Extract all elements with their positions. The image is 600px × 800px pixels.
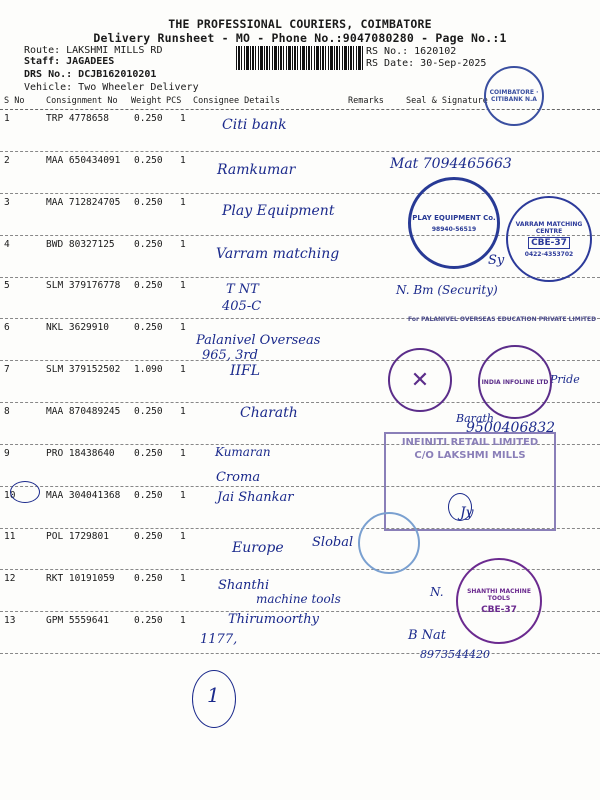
signature-row-5: N. Bm (Security) bbox=[396, 283, 498, 297]
varram-matching-stamp bbox=[506, 196, 592, 282]
row-weight: 0.250 bbox=[134, 490, 163, 501]
row-sno: 3 bbox=[4, 197, 10, 208]
col-sno: S No bbox=[4, 96, 25, 106]
rs-number: RS No.: 1620102 bbox=[366, 46, 457, 57]
row-sno: 1 bbox=[4, 113, 10, 124]
handwriting-consignee-11: Europe bbox=[232, 540, 284, 556]
handwriting-consignee-7: IIFL bbox=[230, 363, 261, 379]
handwriting-consignee-3: Play Equipment bbox=[222, 203, 335, 219]
signature-row-10: Jy bbox=[460, 505, 474, 521]
play-equipment-stamp-phone: 98940-56519 bbox=[431, 225, 477, 233]
handwriting-consignee-5a: T NT bbox=[226, 282, 259, 297]
signature-circle-mark bbox=[448, 493, 472, 521]
col-pcs: PCS bbox=[166, 96, 182, 106]
barcode bbox=[236, 46, 364, 70]
handwriting-consignee-12a: Shanthi bbox=[218, 578, 270, 593]
row-weight: 0.250 bbox=[134, 531, 163, 542]
play-equipment-stamp-name: PLAY EQUIPMENT Co. bbox=[412, 213, 496, 222]
varram-stamp-phone: 0422-4353702 bbox=[524, 250, 574, 258]
row-sno: 13 bbox=[4, 615, 16, 626]
vehicle-label: Vehicle: Two Wheeler Delivery bbox=[24, 82, 199, 93]
row-consignment-no: MAA 712824705 bbox=[46, 197, 121, 208]
row-sno: 5 bbox=[4, 280, 10, 291]
signature-row-13b: 8973544420 bbox=[420, 648, 490, 661]
row-weight: 0.250 bbox=[134, 113, 163, 124]
row-sno: 8 bbox=[4, 406, 10, 417]
row-sno: 11 bbox=[4, 531, 16, 542]
row-consignment-no: TRP 4778658 bbox=[46, 113, 109, 124]
row-pcs: 1 bbox=[180, 573, 186, 584]
row-consignment-no: BWD 80327125 bbox=[46, 239, 115, 250]
varram-stamp-name: VARRAM MATCHING CENTRE bbox=[515, 220, 583, 235]
staff-label: Staff: JAGADEES bbox=[24, 56, 115, 67]
handwriting-consignee-4: Varram matching bbox=[216, 246, 340, 262]
row-pcs: 1 bbox=[180, 155, 186, 166]
handwriting-consignee-1: Citi bank bbox=[222, 117, 287, 133]
row-consignment-no: MAA 870489245 bbox=[46, 406, 121, 417]
row-sno: 9 bbox=[4, 448, 10, 459]
row-sno: 2 bbox=[4, 155, 10, 166]
handwriting-total: 1 bbox=[207, 683, 220, 707]
route-label: Route: LAKSHMI MILLS RD bbox=[24, 45, 163, 56]
row-consignment-no: MAA 304041368 bbox=[46, 490, 121, 501]
handwriting-consignee-10b: Jai Shankar bbox=[217, 490, 294, 505]
infiniti-stamp-name: INFINITI RETAIL LIMITED bbox=[401, 437, 539, 448]
row-consignment-no: PRO 18438640 bbox=[46, 448, 115, 459]
signature-row-8b: 9500406832 bbox=[466, 420, 556, 436]
signature-row-12: N. bbox=[430, 585, 444, 599]
row-weight: 0.250 bbox=[134, 322, 163, 333]
row-weight: 0.250 bbox=[134, 197, 163, 208]
row-weight: 0.250 bbox=[134, 155, 163, 166]
handwriting-consignee-13b: 1177, bbox=[200, 632, 238, 647]
infiniti-stamp-address: C/O LAKSHMI MILLS bbox=[414, 450, 526, 461]
row-consignment-no: GPM 5559641 bbox=[46, 615, 109, 626]
iifl-stamp-2: INDIA INFOLINE LTD bbox=[478, 345, 552, 419]
palanivel-stamp: For PALANIVEL OVERSEAS EDUCATION PRIVATE LIMITED bbox=[408, 316, 597, 323]
shanthi-stamp-code: CBE-37 bbox=[481, 604, 517, 615]
row-consignment-no: NKL 3629910 bbox=[46, 322, 109, 333]
company-title: THE PROFESSIONAL COURIERS, COIMBATORE bbox=[168, 17, 432, 31]
row-sno: 12 bbox=[4, 573, 16, 584]
play-equipment-stamp bbox=[408, 177, 500, 269]
varram-stamp-code: CBE-37 bbox=[528, 237, 570, 249]
cross-mark-icon: ✕ bbox=[410, 367, 430, 393]
row-weight: 0.250 bbox=[134, 573, 163, 584]
row-pcs: 1 bbox=[180, 113, 186, 124]
handwriting-consignee-2: Ramkumar bbox=[217, 162, 296, 178]
row-pcs: 1 bbox=[180, 406, 186, 417]
row-sno: 6 bbox=[4, 322, 10, 333]
handwriting-consignee-8: Charath bbox=[240, 405, 298, 421]
row-divider bbox=[0, 653, 600, 654]
citibank-stamp: COIMBATORE · CITIBANK N.A bbox=[484, 66, 544, 126]
row-weight: 0.250 bbox=[134, 239, 163, 250]
row-pcs: 1 bbox=[180, 490, 186, 501]
row-divider bbox=[0, 277, 600, 278]
col-weight: Weight bbox=[131, 96, 162, 106]
row-sno: 10 bbox=[4, 490, 16, 501]
handwriting-consignee-12b: machine tools bbox=[256, 592, 341, 606]
row-pcs: 1 bbox=[180, 615, 186, 626]
row-weight: 1.090 bbox=[134, 364, 163, 375]
col-consignment: Consignment No bbox=[46, 96, 118, 106]
row-pcs: 1 bbox=[180, 531, 186, 542]
row-consignment-no: MAA 650434091 bbox=[46, 155, 121, 166]
signature-row-7: Pride bbox=[550, 373, 580, 386]
europe-global-stamp bbox=[358, 512, 420, 574]
row-weight: 0.250 bbox=[134, 406, 163, 417]
row-sno: 4 bbox=[4, 239, 10, 250]
handwriting-consignee-6b: 965, 3rd bbox=[202, 348, 258, 363]
row-consignment-no: SLM 379176778 bbox=[46, 280, 121, 291]
handwriting-consignee-13: Thirumoorthy bbox=[228, 612, 319, 627]
shanthi-machine-tools-stamp bbox=[456, 558, 542, 644]
drs-number: DRS No.: DCJB162010201 bbox=[24, 69, 157, 80]
infiniti-retail-stamp bbox=[384, 432, 556, 531]
row-sno: 7 bbox=[4, 364, 10, 375]
row-pcs: 1 bbox=[180, 364, 186, 375]
handwriting-consignee-10a: Croma bbox=[216, 470, 261, 485]
signature-row-2: Mat 7094465663 bbox=[390, 156, 512, 172]
iifl-stamp-1 bbox=[388, 348, 452, 412]
row-weight: 0.250 bbox=[134, 615, 163, 626]
row-divider bbox=[0, 151, 600, 152]
row-pcs: 1 bbox=[180, 448, 186, 459]
row-weight: 0.250 bbox=[134, 448, 163, 459]
row-pcs: 1 bbox=[180, 197, 186, 208]
row-10-circle-mark bbox=[10, 481, 40, 503]
col-seal: Seal & Signature bbox=[406, 96, 488, 106]
row-pcs: 1 bbox=[180, 239, 186, 250]
row-pcs: 1 bbox=[180, 322, 186, 333]
handwriting-consignee-5b: 405-C bbox=[222, 299, 262, 314]
row-consignment-no: POL 1729801 bbox=[46, 531, 109, 542]
row-consignment-no: RKT 10191059 bbox=[46, 573, 115, 584]
signature-row-8a: Barath bbox=[456, 412, 494, 425]
col-remarks: Remarks bbox=[348, 96, 384, 106]
handwriting-consignee-9: Kumaran bbox=[215, 445, 271, 459]
runsheet-subtitle: Delivery Runsheet - MO - Phone No.:9047080280 - Page No.:1 bbox=[93, 31, 507, 45]
row-pcs: 1 bbox=[180, 280, 186, 291]
rs-date: RS Date: 30-Sep-2025 bbox=[366, 58, 487, 69]
signature-row-13a: B Nat bbox=[408, 628, 447, 643]
handwriting-consignee-11b: Slobal bbox=[312, 535, 354, 550]
row-divider bbox=[0, 193, 600, 194]
row-consignment-no: SLM 379152502 bbox=[46, 364, 121, 375]
shanthi-stamp-name: SHANTHI MACHINE TOOLS bbox=[467, 587, 531, 602]
row-weight: 0.250 bbox=[134, 280, 163, 291]
signature-row-4: Sy bbox=[488, 253, 505, 268]
handwriting-consignee-6a: Palanivel Overseas bbox=[196, 333, 321, 348]
col-consignee: Consignee Details bbox=[193, 96, 280, 106]
